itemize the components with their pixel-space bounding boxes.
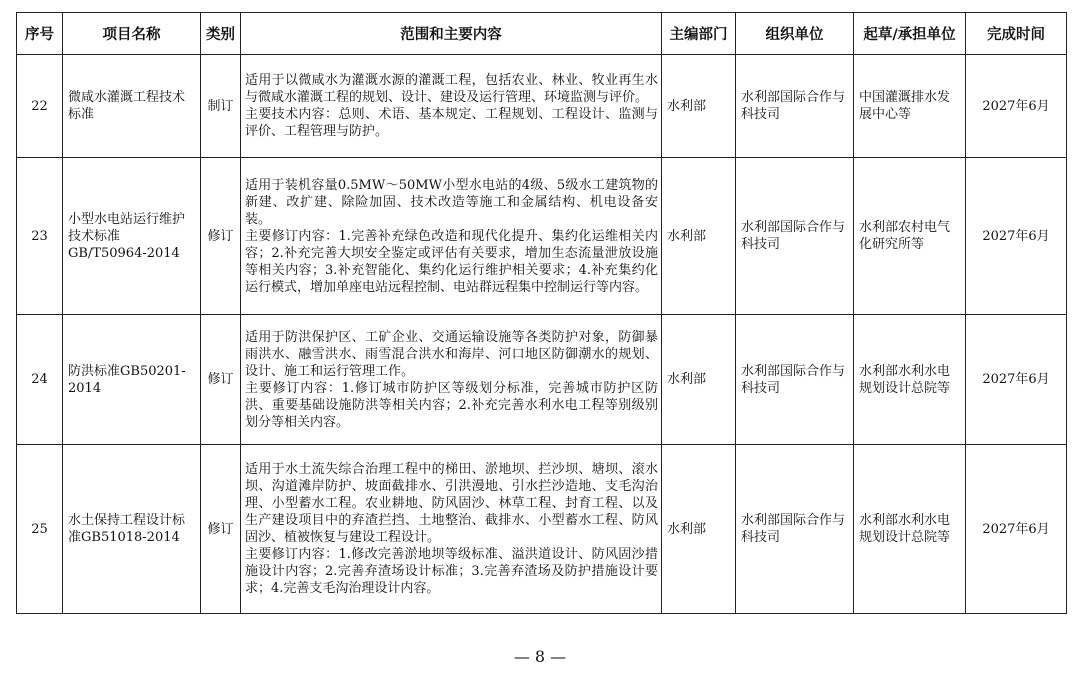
revision-content-text: 主要修订内容：1.修订城市防护区等级划分标准，完善城市防护区防洪、重要基础设施防洪等相关内容；2.补充完善水利水电工程等别级别划分等相关内容。 xyxy=(245,380,658,430)
row-editor-dept: 水利部 xyxy=(662,55,736,158)
row-category: 制订 xyxy=(201,55,241,158)
row-organizer: 水利部国际合作与科技司 xyxy=(736,445,854,614)
table-row xyxy=(17,55,1067,158)
header-no: 序号 xyxy=(17,13,63,55)
header-deadline: 完成时间 xyxy=(966,13,1067,55)
row-project-name: 水土保持工程设计标准GB51018-2014 xyxy=(63,445,201,614)
row-organizer: 水利部国际合作与科技司 xyxy=(736,158,854,315)
row-category: 修订 xyxy=(201,315,241,445)
row-project-name: 防洪标准GB50201-2014 xyxy=(63,315,201,445)
row-no: 25 xyxy=(17,445,63,614)
row-scope-content xyxy=(241,55,662,158)
row-drafter: 中国灌溉排水发展中心等 xyxy=(854,55,966,158)
row-editor-dept: 水利部 xyxy=(662,158,736,315)
row-no: 24 xyxy=(17,315,63,445)
revision-content-text: 主要技术内容：总则、术语、基本规定、工程规划、工程设计、监测与评价、工程管理与防护。 xyxy=(245,107,658,139)
header-editor-dept: 主编部门 xyxy=(662,13,736,55)
scope-text: 适用于防洪保护区、工矿企业、交通运输设施等各类防护对象，防御暴雨洪水、融雪洪水、雨雪混合洪水和海岸、河口地区防御潮水的规划、设计、施工和运行管理工作。 xyxy=(245,329,658,379)
row-project-name: 微咸水灌溉工程技术标准 xyxy=(63,55,201,158)
row-drafter: 水利部水利水电规划设计总院等 xyxy=(854,315,966,445)
table-row xyxy=(17,315,1067,445)
row-category: 修订 xyxy=(201,445,241,614)
row-no: 22 xyxy=(17,55,63,158)
row-drafter: 水利部水利水电规划设计总院等 xyxy=(854,445,966,614)
row-deadline: 2027年6月 xyxy=(966,315,1067,445)
page-number: — 8 — xyxy=(513,647,567,666)
header-project-name: 项目名称 xyxy=(63,13,201,55)
row-scope-content xyxy=(241,158,662,315)
row-scope-content xyxy=(241,315,662,445)
header-organizer: 组织单位 xyxy=(736,13,854,55)
table-row xyxy=(17,158,1067,315)
row-project-name: 小型水电站运行维护技术标准GB/T50964-2014 xyxy=(63,158,201,315)
row-organizer: 水利部国际合作与科技司 xyxy=(736,315,854,445)
row-scope-content xyxy=(241,445,662,614)
row-no: 23 xyxy=(17,158,63,315)
table-row xyxy=(17,445,1067,614)
standards-table xyxy=(16,12,1067,614)
row-editor-dept: 水利部 xyxy=(662,315,736,445)
scope-text: 适用于水土流失综合治理工程中的梯田、淤地坝、拦沙坝、塘坝、滚水坝、沟道滩岸防护、坡面截排水、引洪漫地、引水拦沙造地、支毛沟治理、小型蓄水工程。农业耕地、防风固沙、林草工程、封育工程、以及生产建设项目中的弃渣拦挡、土地整治、截排水、小型蓄水工程、防风固沙、植被恢复与建设工程设计。 xyxy=(245,462,658,545)
row-organizer: 水利部国际合作与科技司 xyxy=(736,55,854,158)
row-editor-dept: 水利部 xyxy=(662,445,736,614)
header-drafter: 起草/承担单位 xyxy=(854,13,966,55)
header-category: 类别 xyxy=(201,13,241,55)
row-category: 修订 xyxy=(201,158,241,315)
row-deadline: 2027年6月 xyxy=(966,158,1067,315)
revision-content-text: 主要修订内容：1.完善补充绿色改造和现代化提升、集约化运维相关内容；2.补充完善大坝安全鉴定或评估有关要求，增加生态流量泄放设施等相关内容；3.补充智能化、集约化运行维护相关要求；4.补充集约化运行模式，增加单座电站远程控制、电站群远程集中控制运行等内容。 xyxy=(245,228,658,295)
revision-content-text: 主要修订内容：1.修改完善淤地坝等级标准、溢洪道设计、防风固沙措施设计内容；2.完善弃渣场设计标准；3.完善弃渣场及防护措施设计要求；4.完善支毛沟治理设计内容。 xyxy=(245,547,658,596)
table-header-row xyxy=(17,13,1067,55)
scope-text: 适用于装机容量0.5MW～50MW小型水电站的4级、5级水工建筑物的新建、改扩建、除险加固、技术改造等施工和金属结构、机电设备安装。 xyxy=(245,177,658,227)
row-deadline: 2027年6月 xyxy=(966,55,1067,158)
row-deadline: 2027年6月 xyxy=(966,445,1067,614)
scope-text: 适用于以微咸水为灌溉水源的灌溉工程，包括农业、林业、牧业再生水与微咸水灌溉工程的规划、设计、建设及运行管理、环境监测与评价。 xyxy=(245,73,658,105)
row-drafter: 水利部农村电气化研究所等 xyxy=(854,158,966,315)
header-scope: 范围和主要内容 xyxy=(241,13,662,55)
